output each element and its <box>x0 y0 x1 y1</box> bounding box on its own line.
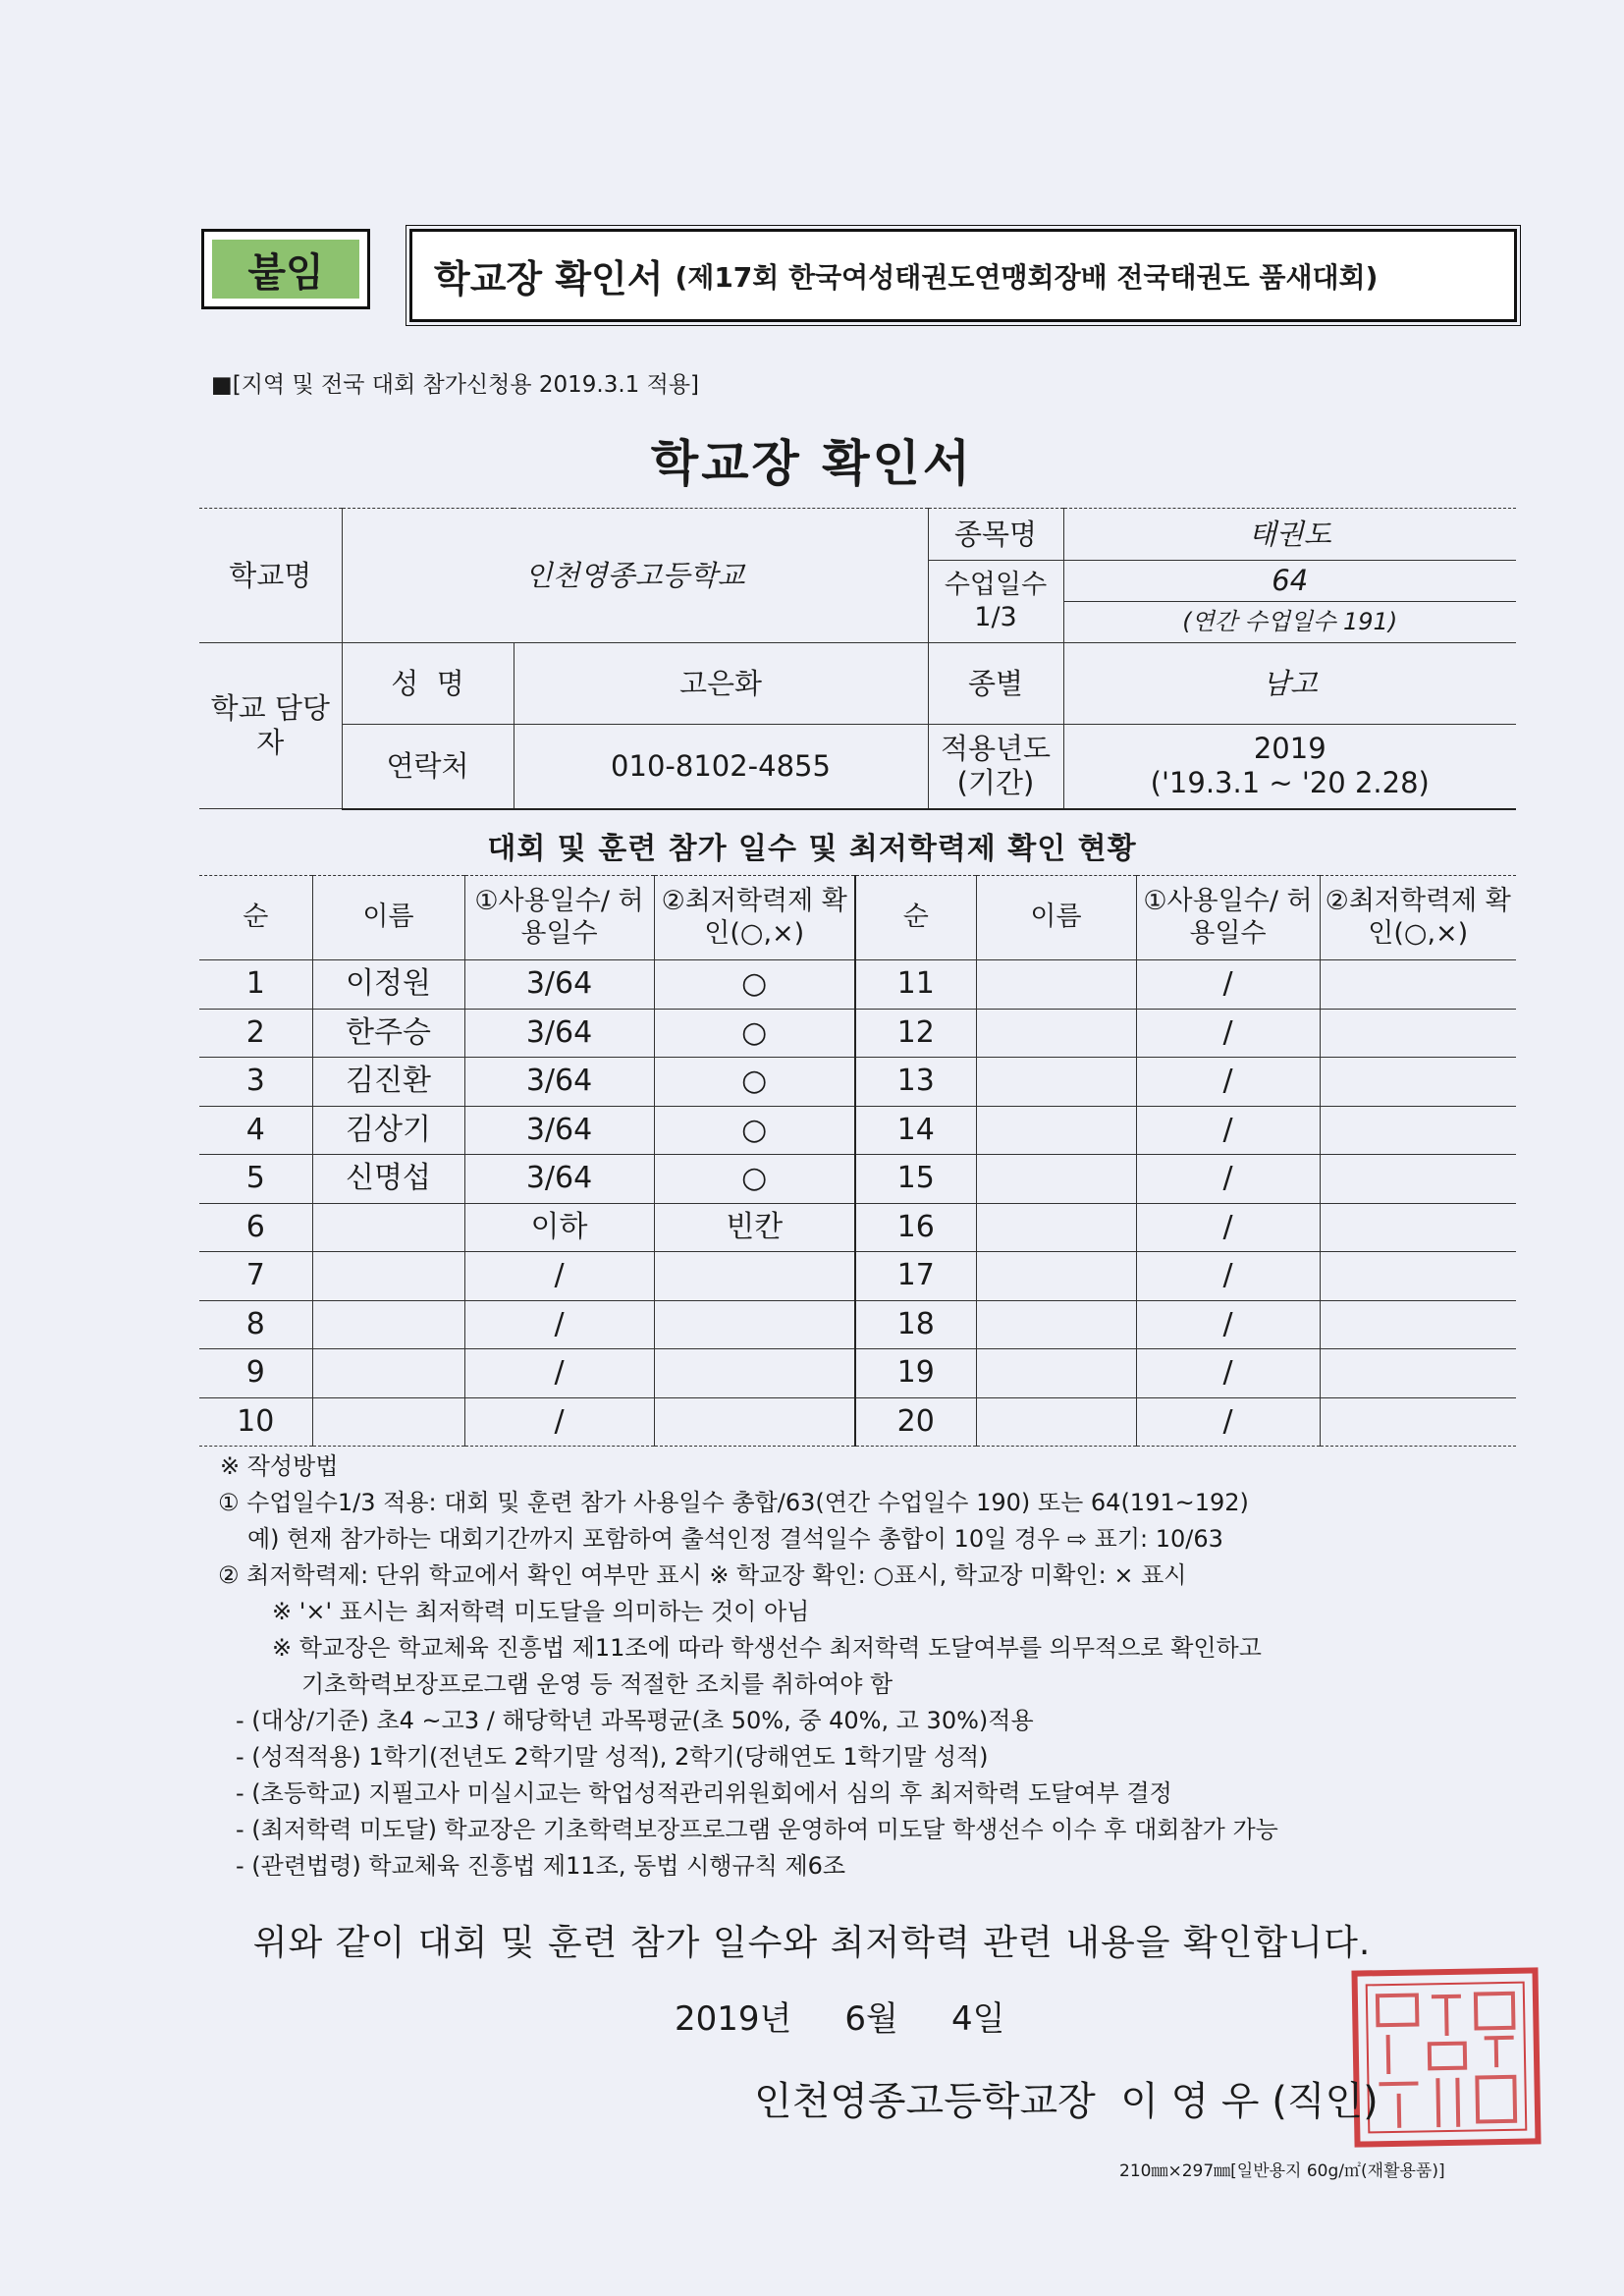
participant-days: / <box>1136 1058 1320 1107</box>
participant-days: / <box>1136 1300 1320 1349</box>
participant-name <box>976 1058 1136 1107</box>
participant-days: / <box>1136 1252 1320 1301</box>
header-days: ①사용일수/ 허용일수 <box>464 876 654 960</box>
attachment-tag <box>201 229 370 309</box>
participant-no: 3 <box>199 1058 312 1107</box>
method-dash-4: - (최저학력 미도달) 학교장은 기초학력보장프로그램 운영하여 미도달 학생선수 이수 후 대회참가 가능 <box>236 1816 1278 1843</box>
participant-no: 16 <box>855 1203 976 1252</box>
date-line <box>675 1992 1004 2040</box>
participant-days: / <box>464 1300 654 1349</box>
date-year: 2019년 <box>675 1999 792 2039</box>
event-label: 종목명 <box>928 509 1063 561</box>
participant-check: ○ <box>654 1155 855 1204</box>
participant-name: 김진환 <box>312 1058 464 1107</box>
signer-line: 인천영종고등학교장 이 영 우 (직인) <box>754 2079 1379 2124</box>
participant-no: 19 <box>855 1349 976 1398</box>
participant-row <box>199 1349 1516 1398</box>
method-dash-1: - (대상/기준) 초4 ~고3 / 해당학년 과목평균(초 50%, 중 40%, 고 30%)적용 <box>236 1707 1034 1734</box>
participant-row <box>199 1155 1516 1204</box>
participant-row <box>199 1058 1516 1107</box>
participant-row <box>199 1009 1516 1058</box>
participant-no: 13 <box>855 1058 976 1107</box>
status-title: 대회 및 훈련 참가 일수 및 최저학력제 확인 현황 <box>487 832 1137 866</box>
participant-no: 6 <box>199 1203 312 1252</box>
participant-no: 4 <box>199 1106 312 1155</box>
apply-period-value: ('19.3.1 ~ '20 2.28) <box>1150 766 1430 800</box>
header-no: 순 <box>855 876 976 960</box>
participant-name <box>312 1203 464 1252</box>
method-item-1-line-2: 예) 현재 참가하는 대회기간까지 포함하여 출석인정 결석일수 총합이 10일 경우 ⇨ 표기: 10/63 <box>247 1525 1223 1553</box>
participant-days: / <box>1136 1009 1320 1058</box>
participant-no: 7 <box>199 1252 312 1301</box>
paper-spec-footer: 210㎜×297㎜[일반용지 60g/㎡(재활용품)] <box>1119 2161 1445 2181</box>
participant-check: ○ <box>654 1058 855 1107</box>
class-days-note: (연간 수업일수 191) <box>1063 602 1516 643</box>
participant-name <box>312 1300 464 1349</box>
participant-name: 한주승 <box>312 1009 464 1058</box>
participant-row <box>199 1252 1516 1301</box>
participant-no: 12 <box>855 1009 976 1058</box>
method-item-2: ② 최저학력제: 단위 학교에서 확인 여부만 표시 ※ 학교장 확인: ○표시, 학교장 미확인: × 표시 <box>218 1561 1187 1589</box>
manager-name-label: 성 명 <box>342 643 514 725</box>
participants-table <box>199 875 1516 1447</box>
participant-name <box>976 1349 1136 1398</box>
participant-no: 8 <box>199 1300 312 1349</box>
participant-check <box>1320 1106 1516 1155</box>
participant-check <box>1320 1058 1516 1107</box>
method-item-1-line-1: ① 수업일수1/3 적용: 대회 및 훈련 참가 사용일수 총합/63(연간 수업일수 190) 또는 64(191~192) <box>218 1489 1249 1516</box>
official-seal-stamp <box>1351 1967 1541 2147</box>
participant-check: ○ <box>654 1009 855 1058</box>
contact-value: 010-8102-4855 <box>514 725 928 809</box>
contact-label: 연락처 <box>342 725 514 809</box>
participant-check <box>1320 1155 1516 1204</box>
header-check: ②최저학력제 확인(○,×) <box>654 876 855 960</box>
participant-days: 3/64 <box>464 960 654 1010</box>
participant-check: ○ <box>654 960 855 1010</box>
apply-year-label: 적용년도 (기간) <box>928 725 1063 809</box>
apply-year-value: 2019 <box>1253 732 1326 766</box>
school-name-label: 학교명 <box>199 509 342 643</box>
participant-no: 20 <box>855 1397 976 1447</box>
participant-name <box>312 1397 464 1447</box>
participant-no: 10 <box>199 1397 312 1447</box>
participant-days: 3/64 <box>464 1106 654 1155</box>
method-note-1: ※ '×' 표시는 최저학력 미도달을 의미하는 것이 아님 <box>272 1598 810 1625</box>
participant-row <box>199 1203 1516 1252</box>
participant-check <box>654 1252 855 1301</box>
header-no: 순 <box>199 876 312 960</box>
participant-check <box>654 1397 855 1447</box>
header-title-box <box>409 229 1517 322</box>
participant-check <box>1320 1300 1516 1349</box>
participant-name <box>976 1252 1136 1301</box>
header-name: 이름 <box>976 876 1136 960</box>
participant-name <box>976 1397 1136 1447</box>
header-title: 학교장 확인서 <box>434 257 664 301</box>
class-days-label: 수업일수 1/3 <box>928 561 1063 643</box>
participant-days: / <box>464 1397 654 1447</box>
seal-glyphs <box>1358 1973 1536 2141</box>
participant-check <box>1320 1252 1516 1301</box>
participant-check <box>1320 1397 1516 1447</box>
participant-no: 11 <box>855 960 976 1010</box>
participant-name <box>976 1203 1136 1252</box>
method-dash-2: - (성적적용) 1학기(전년도 2학기말 성적), 2학기(당해연도 1학기말 성적) <box>236 1743 989 1771</box>
date-day: 4일 <box>950 1999 1005 2039</box>
writing-method <box>218 1449 1524 1885</box>
school-name-value: 인천영종고등학교 <box>342 509 928 643</box>
participant-row <box>199 1300 1516 1349</box>
scope-note: ■[지역 및 전국 대회 참가신청용 2019.3.1 적용] <box>211 372 700 398</box>
method-note-2-line-2: 기초학력보장프로그램 운영 등 적절한 조치를 취하여야 함 <box>301 1670 893 1698</box>
participant-days: 3/64 <box>464 1058 654 1107</box>
participant-check <box>1320 1009 1516 1058</box>
participant-days: / <box>464 1349 654 1398</box>
participant-check <box>1320 960 1516 1010</box>
participant-row <box>199 1397 1516 1447</box>
participant-name <box>312 1252 464 1301</box>
participant-check: 빈칸 <box>654 1203 855 1252</box>
participant-name <box>976 1155 1136 1204</box>
participant-name <box>976 1106 1136 1155</box>
participant-days: 3/64 <box>464 1009 654 1058</box>
participant-days: 이하 <box>464 1203 654 1252</box>
header-check: ②최저학력제 확인(○,×) <box>1320 876 1516 960</box>
participant-check <box>654 1349 855 1398</box>
participant-no: 15 <box>855 1155 976 1204</box>
method-note-2-line-1: ※ 학교장은 학교체육 진흥법 제11조에 따라 학생선수 최저학력 도달여부를 의무적으로 확인하고 <box>272 1634 1262 1662</box>
participant-days: / <box>464 1252 654 1301</box>
attachment-tag-label: 붙임 <box>212 240 359 299</box>
document-title: 학교장 확인서 <box>650 435 974 492</box>
method-dash-5: - (관련법령) 학교체육 진흥법 제11조, 동법 시행규칙 제6조 <box>236 1852 846 1880</box>
participant-days: / <box>1136 1349 1320 1398</box>
participant-days: / <box>1136 1155 1320 1204</box>
participant-name <box>976 960 1136 1010</box>
participant-no: 17 <box>855 1252 976 1301</box>
participant-no: 18 <box>855 1300 976 1349</box>
event-value: 태권도 <box>1063 509 1516 561</box>
manager-name-value: 고은화 <box>514 643 928 725</box>
participant-name: 신명섭 <box>312 1155 464 1204</box>
method-dash-3: - (초등학교) 지필고사 미실시교는 학업성적관리위원회에서 심의 후 최저학력 도달여부 결정 <box>236 1779 1172 1807</box>
confirmation-text: 위와 같이 대회 및 훈련 참가 일수와 최저학력 관련 내용을 확인합니다. <box>252 1923 1372 1963</box>
participant-check <box>1320 1349 1516 1398</box>
header-subtitle: (제17회 한국여성태권도연맹회장배 전국태권도 품새대회) <box>675 260 1379 294</box>
participant-row <box>199 960 1516 1010</box>
participant-name: 이정원 <box>312 960 464 1010</box>
apply-year-cell <box>1063 725 1516 809</box>
participant-no: 2 <box>199 1009 312 1058</box>
type-value: 남고 <box>1063 643 1516 725</box>
school-info-table <box>199 508 1516 810</box>
participant-no: 1 <box>199 960 312 1010</box>
manager-label: 학교 담당자 <box>199 643 342 809</box>
participant-days: / <box>1136 1397 1320 1447</box>
date-month: 6월 <box>844 1999 898 2039</box>
participant-check <box>1320 1203 1516 1252</box>
participant-no: 5 <box>199 1155 312 1204</box>
participant-name <box>976 1300 1136 1349</box>
participant-no: 9 <box>199 1349 312 1398</box>
participant-days: / <box>1136 1203 1320 1252</box>
participant-check <box>654 1300 855 1349</box>
method-title: ※ 작성방법 <box>220 1452 339 1480</box>
type-label: 종별 <box>928 643 1063 725</box>
participant-days: 3/64 <box>464 1155 654 1204</box>
participant-check: ○ <box>654 1106 855 1155</box>
participant-days: / <box>1136 960 1320 1010</box>
participant-days: / <box>1136 1106 1320 1155</box>
participant-row <box>199 1106 1516 1155</box>
class-days-value: 64 <box>1063 561 1516 602</box>
participant-name <box>976 1009 1136 1058</box>
participant-name: 김상기 <box>312 1106 464 1155</box>
participant-name <box>312 1349 464 1398</box>
header-days: ①사용일수/ 허용일수 <box>1136 876 1320 960</box>
header-name: 이름 <box>312 876 464 960</box>
participant-no: 14 <box>855 1106 976 1155</box>
